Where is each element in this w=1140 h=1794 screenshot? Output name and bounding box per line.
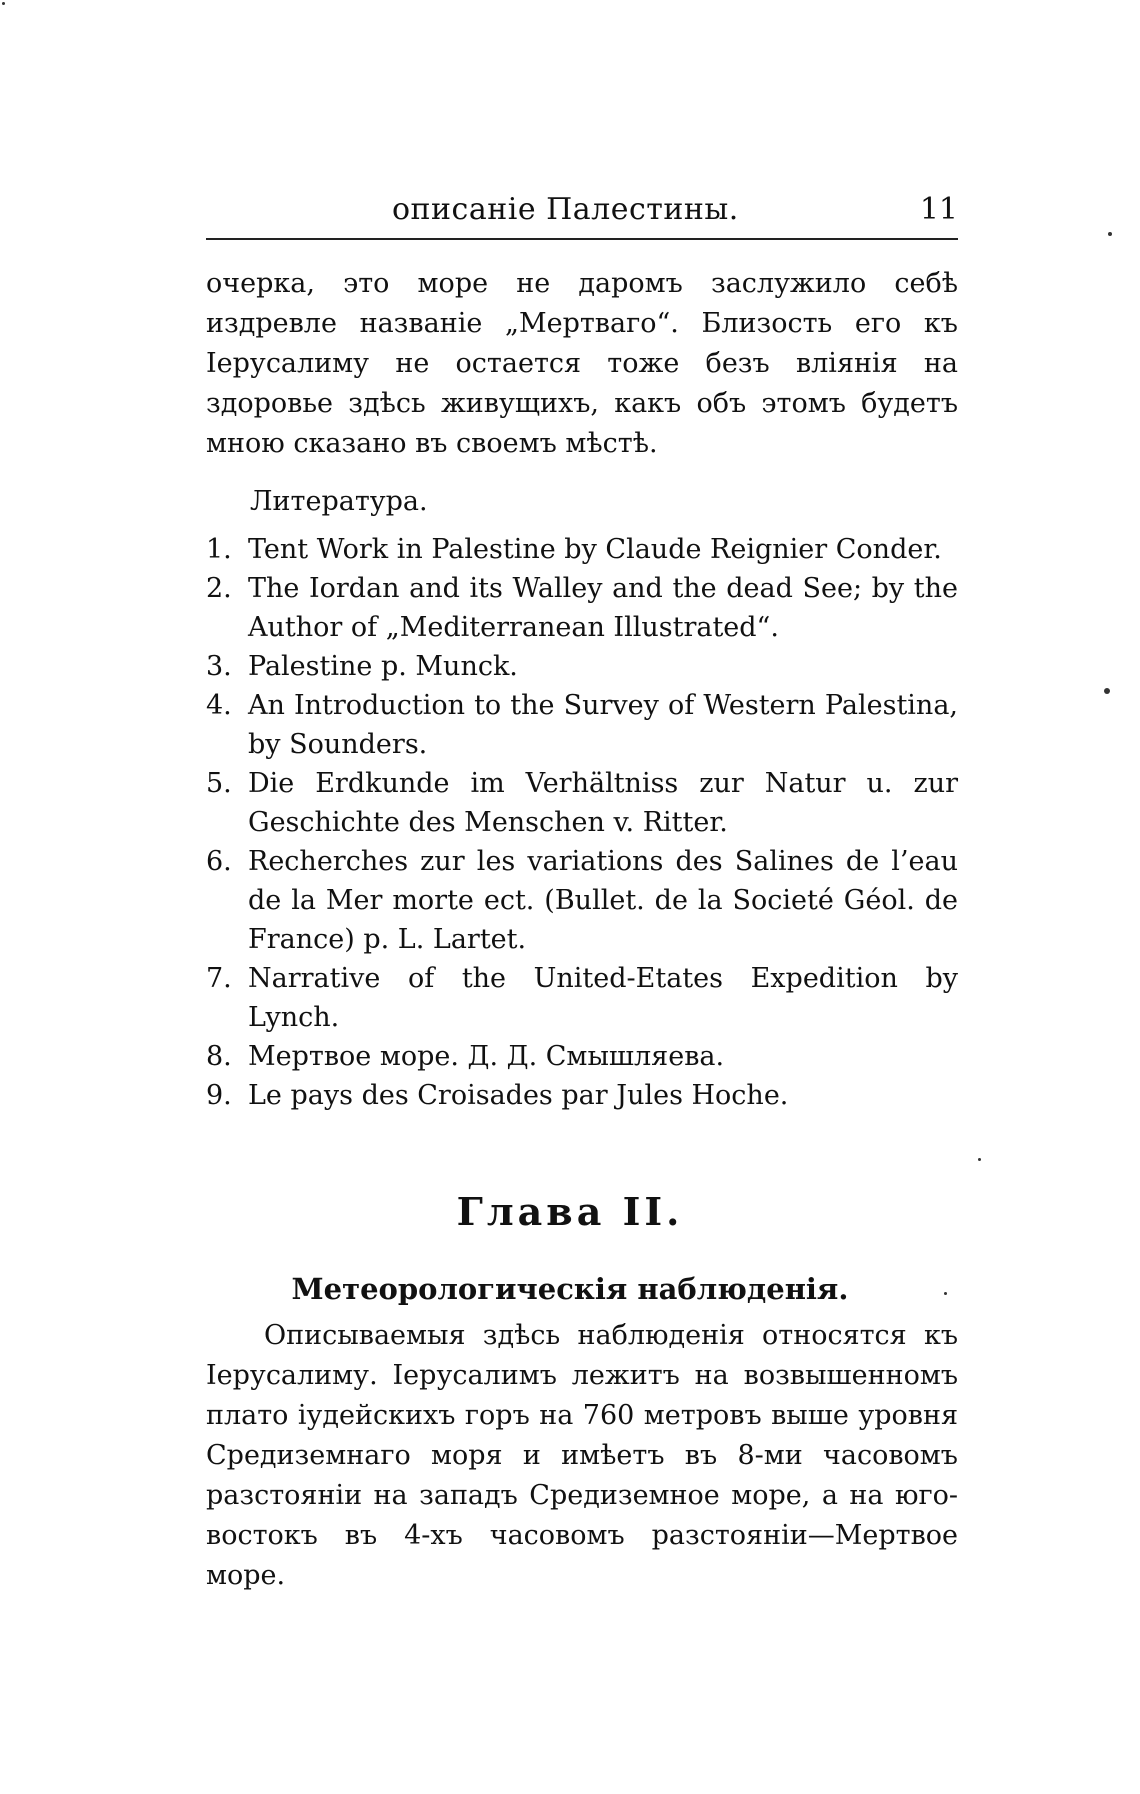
bibliography-list bbox=[206, 530, 958, 1115]
bibliography-text: Die Erdkunde im Verhältniss zur Natur u. zur Geschichte des Menschen v. Ritter. bbox=[248, 768, 958, 838]
page-number: 11 bbox=[919, 192, 958, 227]
bibliography-number: 2. bbox=[206, 573, 232, 604]
section-paragraph: Описываемыя здѣсь наблюденія относятся къ Іерусалиму. Іерусалимъ лежитъ на возвышенномъ плато іудейскихъ горъ на 760 метровъ выше уровня Средиземнаго моря и имѣетъ въ 8-ми часовомъ разстояніи на западъ Средиземное море, а на юго-востокъ въ 4-хъ часовомъ разстояніи—Мертвое море. bbox=[206, 1320, 958, 1591]
bibliography-number: 1. bbox=[206, 534, 232, 565]
bibliography-item bbox=[206, 647, 958, 686]
bibliography-number: 4. bbox=[206, 690, 232, 721]
bibliography-item bbox=[206, 959, 958, 1037]
header-rule bbox=[206, 238, 958, 240]
bibliography-number: 8. bbox=[206, 1041, 232, 1072]
bibliography-item bbox=[206, 686, 958, 764]
bibliography-text: An Introduction to the Survey of Western Palestina, by Sounders. bbox=[248, 690, 958, 760]
bibliography-item bbox=[206, 842, 958, 959]
print-speck bbox=[2, 2, 5, 5]
bibliography-number: 9. bbox=[206, 1080, 232, 1111]
print-speck bbox=[1104, 688, 1110, 694]
intro-paragraph: очерка, это море не даромъ заслужило себѣ издревле названіе „Мертваго“. Близость его къ Іерусалиму не остается тоже безъ вліянія на здоровье здѣсь живущихъ, какъ объ этомъ будетъ мною сказано въ своемъ мѣстѣ. bbox=[206, 268, 958, 459]
bibliography-text: The Iordan and its Walley and the dead See; by the Author of „Mediterranean Illustrated“. bbox=[248, 573, 958, 643]
literature-heading: Литература. bbox=[250, 486, 428, 517]
bibliography-item bbox=[206, 764, 958, 842]
bibliography-item bbox=[206, 569, 958, 647]
print-speck bbox=[944, 1292, 947, 1295]
bibliography-item bbox=[206, 530, 958, 569]
bibliography-number: 5. bbox=[206, 768, 232, 799]
bibliography-item bbox=[206, 1037, 958, 1076]
chapter-title: Глава II. bbox=[456, 1189, 684, 1235]
running-head: описаніе Палестины. bbox=[392, 192, 739, 227]
bibliography-text: Мертвое море. Д. Д. Смышляева. bbox=[248, 1041, 725, 1072]
bibliography-text: Palestine p. Munck. bbox=[248, 651, 518, 682]
section-title: Метеорологическія наблюденія. bbox=[291, 1272, 849, 1307]
bibliography-number: 3. bbox=[206, 651, 232, 682]
bibliography-text: Le pays des Croisades par Jules Hoche. bbox=[248, 1080, 789, 1111]
bibliography-text: Narrative of the United-Etates Expedition by Lynch. bbox=[248, 963, 958, 1033]
bibliography-item bbox=[206, 1076, 958, 1115]
bibliography-number: 6. bbox=[206, 846, 232, 877]
page-header bbox=[206, 192, 958, 238]
bibliography-number: 7. bbox=[206, 963, 232, 994]
print-speck bbox=[978, 1158, 981, 1161]
print-speck bbox=[1108, 232, 1112, 236]
bibliography-text: Recherches zur les variations des Salines de l’eau de la Mer morte ect. (Bullet. de la Societé Géol. de France) p. L. Lartet. bbox=[248, 846, 958, 955]
bibliography-text: Tent Work in Palestine by Claude Reignier Conder. bbox=[248, 534, 942, 565]
